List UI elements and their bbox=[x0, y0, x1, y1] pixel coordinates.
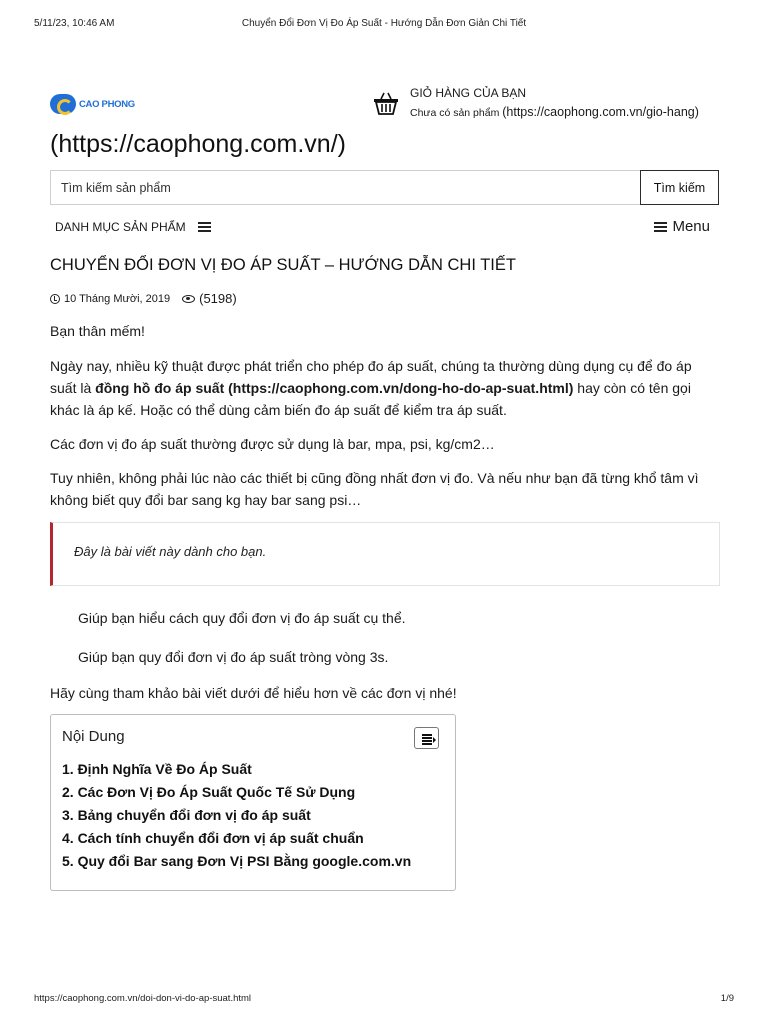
problem-paragraph: Tuy nhiên, không phải lúc nào các thiết bị cũng đồng nhất đơn vị đo. Và nếu như bạn đã từng khổ tâm vì không biết quy đổi bar sang kg hay bar sang psi… bbox=[50, 470, 699, 508]
quote-text: Đây là bài viết này dành cho bạn. bbox=[74, 544, 267, 559]
clock-icon bbox=[50, 294, 60, 304]
hamburger-icon bbox=[654, 222, 667, 232]
category-label: DANH MỤC SẢN PHẨM bbox=[55, 220, 186, 234]
site-home-link[interactable]: (https://caophong.com.vn/) bbox=[50, 130, 346, 158]
hamburger-icon bbox=[198, 222, 211, 232]
print-document-title: Chuyển Đổi Đơn Vị Đo Áp Suất - Hướng Dẫn Đơn Giản Chi Tiết bbox=[241, 18, 527, 29]
print-datetime: 5/11/23, 10:46 AM bbox=[34, 18, 115, 29]
article-meta bbox=[50, 291, 237, 306]
eye-icon bbox=[182, 295, 195, 303]
intro-text-before: Ngày nay, nhiều kỹ thuật được phát triển cho phép đo áp suất, chúng ta thường dùng dụng cụ để đo áp suất là bbox=[50, 358, 692, 396]
toc-item[interactable]: 3. Bảng chuyển đổi đơn vị đo áp suất bbox=[62, 807, 311, 823]
toc-item[interactable]: 2. Các Đơn Vị Đo Áp Suất Quốc Tế Sử Dụng bbox=[62, 784, 356, 800]
benefit-item: Giúp bạn hiểu cách quy đổi đơn vị đo áp suất cụ thể. bbox=[78, 610, 406, 626]
search-button[interactable]: Tìm kiếm bbox=[640, 170, 719, 205]
site-logo[interactable] bbox=[50, 93, 135, 115]
closing-paragraph: Hãy cùng tham khảo bài viết dưới để hiểu hơn về các đơn vị nhé! bbox=[50, 685, 457, 701]
article-date: 10 Tháng Mười, 2019 bbox=[64, 292, 171, 305]
toc-list bbox=[62, 761, 411, 876]
cart-empty-text: Chưa có sản phẩm bbox=[410, 107, 500, 119]
pressure-gauge-link[interactable]: đồng hồ đo áp suất (https://caophong.com.vn/dong-ho-do-ap-suat.html) bbox=[95, 380, 574, 396]
print-url: https://caophong.com.vn/doi-don-vi-do-ap-suat.html bbox=[34, 993, 252, 1004]
menu-label: Menu bbox=[672, 218, 710, 235]
category-menu-button[interactable] bbox=[55, 220, 211, 234]
cart-status bbox=[410, 105, 699, 119]
cart-title: GIỎ HÀNG CỦA BẠN bbox=[410, 86, 527, 100]
toc-item[interactable]: 5. Quy đổi Bar sang Đơn Vị PSI Bằng google.com.vn bbox=[62, 853, 412, 869]
toc-title: Nội Dung bbox=[62, 728, 125, 745]
logo-text: CAO PHONG bbox=[79, 98, 135, 110]
cart-link[interactable]: (https://caophong.com.vn/gio-hang) bbox=[502, 105, 699, 119]
units-paragraph: Các đơn vị đo áp suất thường được sử dụng là bar, mpa, psi, kg/cm2… bbox=[50, 436, 495, 452]
logo-mark-icon bbox=[50, 94, 76, 114]
basket-icon bbox=[372, 90, 400, 116]
view-count: (5198) bbox=[199, 291, 237, 306]
benefit-item: Giúp bạn quy đổi đơn vị đo áp suất tròng vòng 3s. bbox=[78, 649, 389, 665]
search-bar bbox=[50, 170, 719, 205]
greeting-paragraph: Bạn thân mếm! bbox=[50, 323, 145, 339]
blockquote bbox=[50, 522, 720, 586]
page-number: 1/9 bbox=[720, 993, 734, 1004]
toc-item[interactable]: 4. Cách tính chuyển đổi đơn vị áp suất chuẩn bbox=[62, 830, 364, 846]
toc-toggle-button[interactable] bbox=[414, 727, 439, 749]
article-title: CHUYỂN ĐỔI ĐƠN VỊ ĐO ÁP SUẤT – HƯỚNG DẪN CHI TIẾT bbox=[50, 256, 516, 274]
print-header bbox=[34, 18, 734, 32]
toc-item[interactable]: 1. Định Nghĩa Về Đo Áp Suất bbox=[62, 761, 252, 777]
intro-paragraph bbox=[50, 355, 720, 421]
intro-text-after: hay còn có tên gọi khác là áp kế. Hoặc có thể dùng cảm biến đo áp suất để kiểm tra áp suất. bbox=[50, 380, 691, 418]
search-input[interactable] bbox=[51, 171, 643, 204]
menu-button[interactable] bbox=[654, 218, 710, 235]
table-of-contents bbox=[50, 714, 456, 891]
